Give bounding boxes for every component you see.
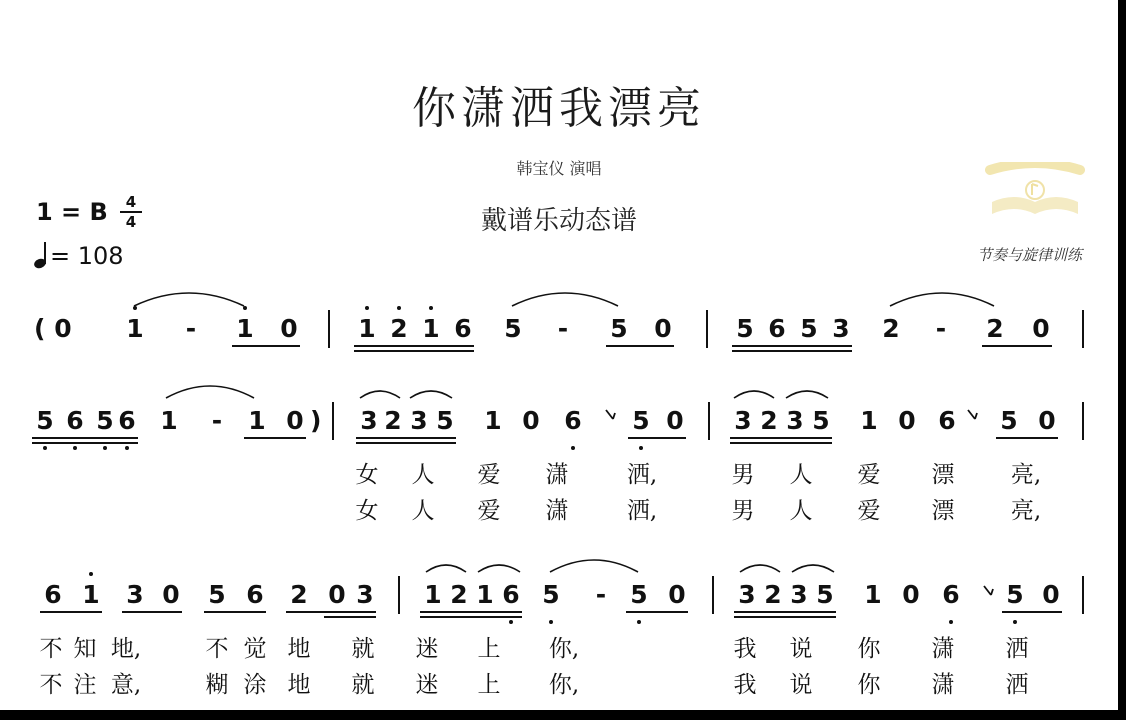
lyric-char: 潇 [931,672,955,698]
lyric-char: 亮, [1010,498,1042,524]
note: 3 [738,580,756,609]
note: 2 [760,406,778,435]
lyric-char: 洒, [626,498,658,524]
note: 0 [1042,580,1060,609]
note: 6 [118,406,136,435]
extension-dash: - [557,314,569,343]
note: 1 [82,580,100,609]
note: 5 [800,314,818,343]
note: 5 [436,406,454,435]
lyric-char: 洒, [626,462,658,488]
note: 6 [938,406,956,435]
singer-line: 韩宝仪 演唱 [516,159,602,178]
lyric-char: 女 [355,498,379,524]
note: 0 [1038,406,1056,435]
parenthesis: ( [34,314,46,343]
note: 0 [328,580,346,609]
lyric-char: 觉 [243,636,267,662]
lyric-char: 上 [477,672,501,698]
lyric-char: 我 [733,672,757,698]
note: 0 [654,314,672,343]
note: 5 [504,314,522,343]
training-label: 节奏与旋律训练 [976,246,1082,264]
note: 3 [356,580,374,609]
note: 5 [36,406,54,435]
lyric-char: 女 [355,462,379,488]
note: 6 [44,580,62,609]
lyric-char: 我 [733,636,757,662]
note: 0 [1032,314,1050,343]
lyric-char: 迷 [415,636,439,662]
note: 0 [898,406,916,435]
time-top: 4 [125,193,137,211]
extension-dash: - [185,314,197,343]
breath-mark [984,586,993,595]
note: 6 [246,580,264,609]
note: 0 [162,580,180,609]
lyric-char: 爱 [857,462,881,488]
lyric-char: 意, [110,672,142,698]
note: 5 [736,314,754,343]
lyric-char: 上 [477,636,501,662]
lyric-char: 地 [287,672,311,698]
note: 5 [816,580,834,609]
slur-arc [478,565,520,572]
lyric-char: 亮, [1010,462,1042,488]
note: 1 [248,406,266,435]
extension-dash: - [595,580,607,609]
slur-arc [792,565,834,572]
parenthesis: ) [310,406,322,435]
lyric-char: 爱 [477,462,501,488]
lyric-char: 不 [39,636,63,662]
note: 2 [390,314,408,343]
lyric-char: 不 [205,636,229,662]
note: 5 [632,406,650,435]
lyric-char: 你, [548,636,580,662]
note: 1 [236,314,254,343]
lyric-char: 人 [411,462,435,488]
note: 0 [902,580,920,609]
slur-arc [740,565,780,572]
extension-dash: - [935,314,947,343]
tempo-value: = 108 [50,242,124,270]
lyric-char: 你 [857,672,881,698]
note: 0 [286,406,304,435]
lyric-char: 糊 [205,672,229,698]
lyric-char: 洒 [1005,636,1029,662]
note: 2 [986,314,1004,343]
lyric-char: 说 [789,636,813,662]
lyric-char: 潇 [545,498,569,524]
note: 1 [422,314,440,343]
note: 2 [882,314,900,343]
note: 3 [832,314,850,343]
note: 3 [126,580,144,609]
lyric-char: 男 [731,498,755,524]
note: 5 [208,580,226,609]
lyric-char: 潇 [931,636,955,662]
note: 0 [522,406,540,435]
note: 5 [96,406,114,435]
note: 1 [358,314,376,343]
note: 1 [476,580,494,609]
note: 6 [454,314,472,343]
lyric-char: 不 [39,672,63,698]
lyric-char: 地 [287,636,311,662]
note: 6 [942,580,960,609]
lyric-char: 爱 [477,498,501,524]
note: 5 [812,406,830,435]
lyric-char: 涂 [243,672,267,698]
slur-arc [426,565,466,572]
lyric-char: 地, [110,636,142,662]
note: 2 [384,406,402,435]
slur-arc [550,560,638,572]
note: 3 [790,580,808,609]
lyric-char: 人 [789,462,813,488]
note: 1 [484,406,502,435]
lyric-char: 知 [73,636,97,662]
note: 1 [424,580,442,609]
note: 1 [864,580,882,609]
note: 6 [66,406,84,435]
lyric-char: 就 [351,672,375,698]
note: 5 [610,314,628,343]
key-signature: 1 = B [36,198,108,226]
note: 2 [450,580,468,609]
note: 1 [126,314,144,343]
lyric-char: 男 [731,462,755,488]
note: 3 [734,406,752,435]
note: 5 [1006,580,1024,609]
note: 0 [668,580,686,609]
lyric-char: 就 [351,636,375,662]
note: 5 [1000,406,1018,435]
lyric-char: 人 [411,498,435,524]
note: 0 [280,314,298,343]
lyric-char: 迷 [415,672,439,698]
note: 2 [764,580,782,609]
note: 5 [630,580,648,609]
lyric-char: 你 [857,636,881,662]
note: 5 [542,580,560,609]
song-title: 你潇洒我漂亮 [412,83,706,134]
note: 0 [54,314,72,343]
note: 2 [290,580,308,609]
lyric-char: 潇 [545,462,569,488]
score-subtitle: 戴谱乐动态谱 [480,206,637,236]
note: 0 [666,406,684,435]
lyric-char: 人 [789,498,813,524]
note: 1 [860,406,878,435]
time-bottom: 4 [125,213,137,231]
lyric-char: 注 [73,672,97,698]
note: 6 [564,406,582,435]
note: 1 [160,406,178,435]
extension-dash: - [211,406,223,435]
note: 6 [502,580,520,609]
note: 6 [768,314,786,343]
note: 3 [786,406,804,435]
lyric-char: 说 [789,672,813,698]
lyric-char: 你, [548,672,580,698]
lyric-char: 漂 [931,462,955,488]
lyric-char: 爱 [857,498,881,524]
lyric-char: 洒 [1005,672,1029,698]
lyric-char: 漂 [931,498,955,524]
note: 3 [410,406,428,435]
note: 3 [360,406,378,435]
